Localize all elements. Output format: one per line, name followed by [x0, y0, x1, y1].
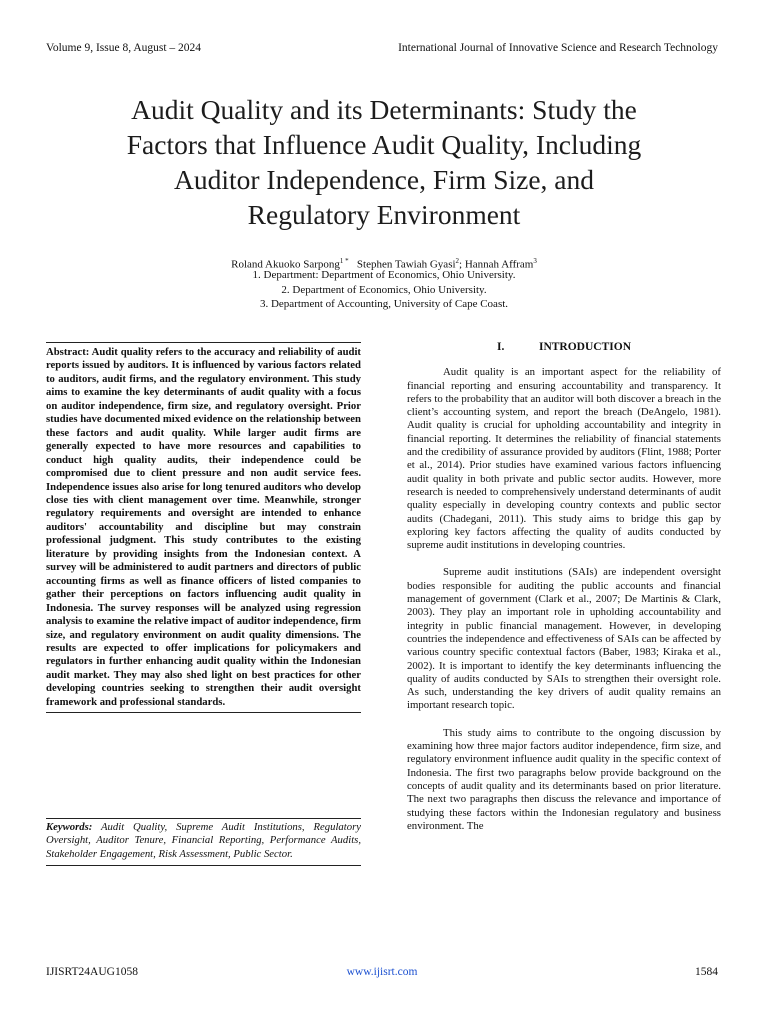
volume-issue: Volume 9, Issue 8, August – 2024 [46, 42, 202, 54]
author-name: Stephen Tawiah Gyasi [356, 258, 456, 271]
author-affil-mark: 1 * [339, 257, 349, 265]
keywords-label: Keywords: [46, 821, 93, 833]
section-number: I. [496, 341, 505, 353]
body-paragraph: This study aims to contribute to the ongoing discussion by examining how three major factors auditor independence, firm size, and regulatory environment influence audit quality in the specific context of Indonesia. The first two paragraphs below provide background on the concepts of audit quality and its determinants based on prior literature. The next two paragraphs then discuss the relevance and importance of studying these factors within the Indonesian regulatory and business environment. The [407, 726, 721, 832]
affiliation: 3. Department of Accounting, University of Cape Coast. [259, 298, 509, 310]
section-heading [407, 341, 721, 354]
author-name: Roland Akuoko Sarpong [231, 258, 340, 271]
title-line: Auditor Independence, Firm Size, and [173, 164, 595, 195]
page-number: 1584 [695, 966, 718, 978]
paper-id: IJISRT24AUG1058 [46, 966, 138, 978]
affiliation: 2. Department of Economics, Ohio University. [281, 283, 487, 296]
author-name: ; Hannah Affram [459, 258, 534, 271]
section-title: INTRODUCTION [538, 341, 631, 353]
title-line: Audit Quality and its Determinants: Study the [131, 94, 637, 125]
affiliation-list [0, 268, 768, 312]
keywords [46, 818, 361, 866]
running-footer [46, 966, 718, 982]
journal-url-link[interactable]: www.ijisrt.com [346, 966, 418, 978]
body-paragraph: Audit quality is an important aspect for the reliability of financial reporting and ensuring accountability and transparency. It refers to the probability that an auditor will both discover a breach in the client’s accounting system, and report the breach (DeAngelo, 1981). Audit quality is crucial for upholding accountability and integrity in financial reporting. It determines the reliability of financial statements and the credibility of assurance provided by auditors (Flint, 1988; Porter et al., 2014). Prior studies have examined various factors influencing audit quality in both private and public sector audits. However, more research is needed to comprehensively understand determinants of audit quality especially in developing country contexts and public sector audits (Chadegani, 2011). This study aims to bridge this gap by exploring key factors affecting the quality of audits conducted by supreme audit institutions in developing countries. [407, 366, 721, 552]
title-line: Factors that Influence Audit Quality, Including [126, 129, 642, 160]
journal-name: International Journal of Innovative Science and Research Technology [398, 42, 718, 54]
author-affil-mark: 2 [455, 257, 460, 265]
abstract: Abstract: Audit quality refers to the accuracy and reliability of audit reports issued by auditors. It is influenced by various factors related to auditors, audit firms, and the regulatory environment. This study aims to examine the key determinants of audit quality with a focus on auditor independence, firm size, and regulatory oversight. Prior studies have documented mixed evidence on the relationship between these factors and audit quality. While larger audit firms are generally expected to have more resources and capabilities to conduct high quality audits, their independence could be compromised due to client pressure and non audit service fees. Independence issues also arise for long tenured auditors who develop close ties with client management over time. Meanwhile, stronger regulatory requirements and oversight are intended to enhance auditors' accountability and discipline but may constrain professional judgment. This study contributes to the existing literature by providing insights from the Indonesian context. A survey will be administered to audit partners and directors of public accounting firms as well as finance officers of listed companies to gather their perceptions on factors influencing audit quality in Indonesia. The survey responses will be analyzed using regression analysis to examine the relative impact of auditor independence, firm size, and regulatory environment on audit quality dimensions. The results are expected to offer implications for policymakers and regulators in further enhancing audit quality within the Indonesian audit market. They may also shed light on best practices for other developing countries seeking to strengthen their audit oversight framework and professional standards. [46, 342, 361, 713]
keywords-text: Audit Quality, Supreme Audit Institutions, Regulatory Oversight, Auditor Tenure, Financial Reporting, Performance Audits, Stakeholder Engagement, Risk Assessment, Public Sector. [46, 821, 361, 860]
introduction-section [407, 341, 721, 847]
title-line: Regulatory Environment [247, 199, 521, 230]
body-paragraph: Supreme audit institutions (SAIs) are independent oversight bodies responsible for auditing the public accounts and financial management of government (Clark et al., 2007; De Martinis & Clark, 2003). They play an important role in upholding accountability and integrity in public financial management. However, in developing countries the independence and effectiveness of SAIs can be affected by various country specific contextual factors (Baber, 1983; Kiraka et al., 2002). It is important to identify the key determinants influencing the quality of audits conducted by SAIs to strengthen their oversight role. As such, understanding the key drivers of audit quality remains an important research topic. [407, 566, 721, 712]
running-header [46, 42, 718, 58]
affiliation: 1. Department: Department of Economics, Ohio University. [252, 269, 516, 281]
author-affil-mark: 3 [533, 257, 537, 265]
paper-title [60, 92, 708, 232]
